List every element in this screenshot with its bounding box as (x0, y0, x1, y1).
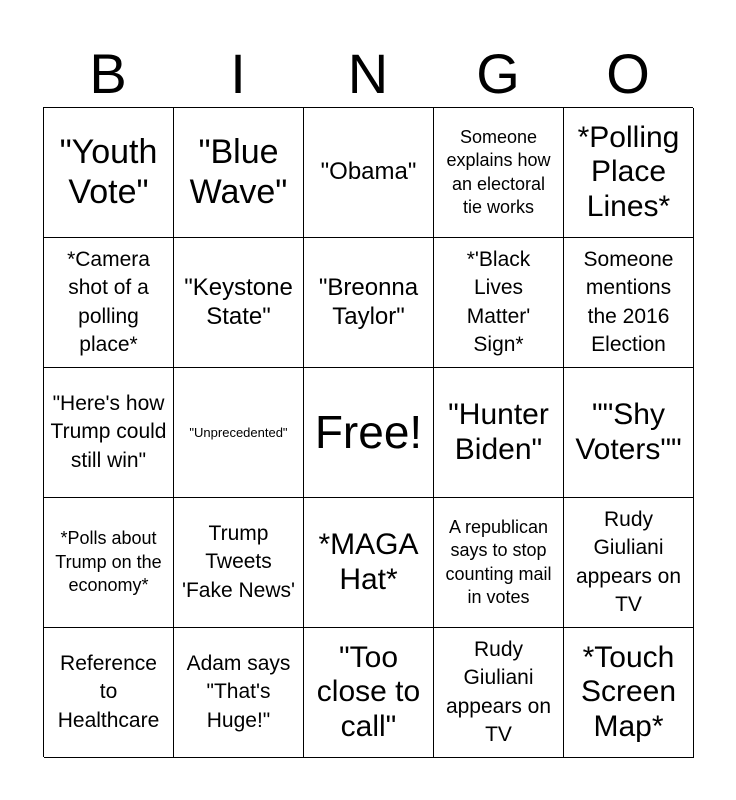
bingo-cell[interactable]: Adam says "That's Huge!" (174, 628, 304, 758)
bingo-cell[interactable]: Rudy Giuliani appears on TV (564, 498, 694, 628)
header-letter-n: N (347, 42, 389, 105)
bingo-cell[interactable]: *Polls about Trump on the economy* (44, 498, 174, 628)
bingo-cell[interactable]: ""Shy Voters"" (564, 368, 694, 498)
bingo-cell[interactable]: "Hunter Biden" (434, 368, 564, 498)
header-letter-g: G (476, 42, 520, 105)
bingo-cell[interactable]: "Keystone State" (174, 238, 304, 368)
bingo-cell[interactable]: "Unprecedented" (174, 368, 304, 498)
bingo-cell[interactable]: *'Black Lives Matter' Sign* (434, 238, 564, 368)
bingo-cell[interactable]: Someone explains how an electoral tie works (434, 108, 564, 238)
header-letter-b: B (89, 42, 127, 105)
bingo-cell[interactable]: "Breonna Taylor" (304, 238, 434, 368)
bingo-cell[interactable]: Reference to Healthcare (44, 628, 174, 758)
bingo-grid (43, 107, 693, 757)
header-letter-o: O (606, 42, 650, 105)
bingo-header (43, 40, 693, 108)
bingo-cell[interactable]: "Youth Vote" (44, 108, 174, 238)
header-letter-i: I (230, 42, 246, 105)
bingo-cell[interactable]: Trump Tweets 'Fake News' (174, 498, 304, 628)
bingo-cell[interactable]: "Here's how Trump could still win" (44, 368, 174, 498)
bingo-cell[interactable]: "Obama" (304, 108, 434, 238)
bingo-cell[interactable]: A republican says to stop counting mail in votes (434, 498, 564, 628)
bingo-cell[interactable]: *Camera shot of a polling place* (44, 238, 174, 368)
bingo-cell[interactable]: "Too close to call" (304, 628, 434, 758)
bingo-cell-free[interactable]: Free! (304, 368, 434, 498)
bingo-cell[interactable]: *Polling Place Lines* (564, 108, 694, 238)
bingo-cell[interactable]: Rudy Giuliani appears on TV (434, 628, 564, 758)
bingo-cell[interactable]: "Blue Wave" (174, 108, 304, 238)
bingo-cell[interactable]: *MAGA Hat* (304, 498, 434, 628)
bingo-cell[interactable]: *Touch Screen Map* (564, 628, 694, 758)
bingo-cell[interactable]: Someone mentions the 2016 Election (564, 238, 694, 368)
